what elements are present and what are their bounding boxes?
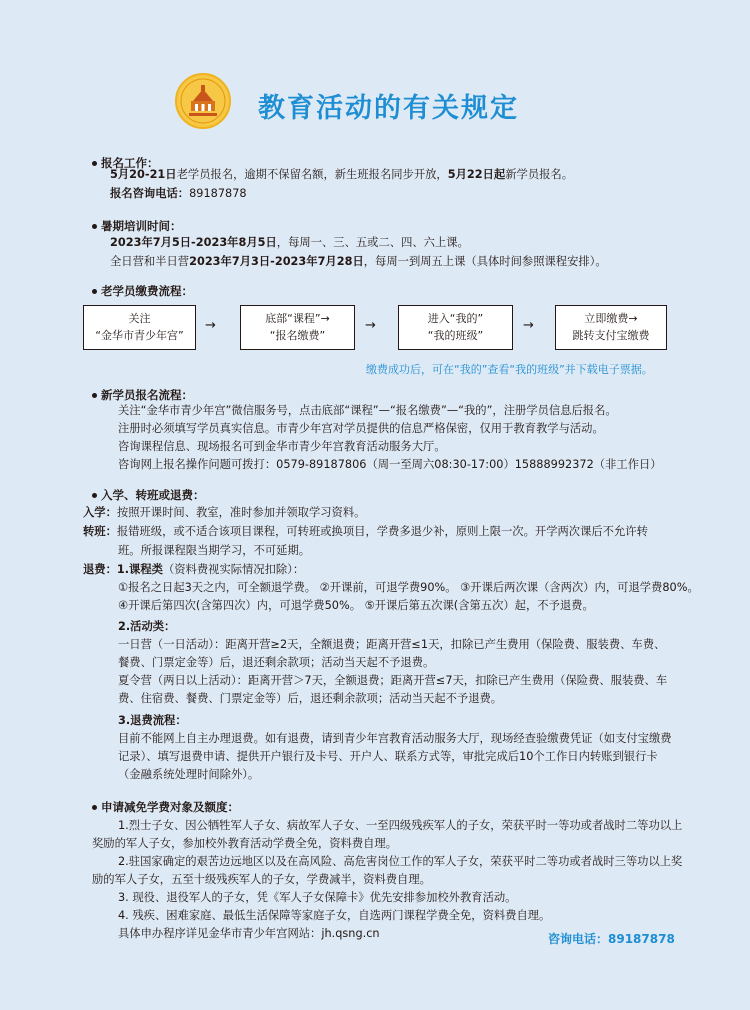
new-flow-line: 注册时必须填写学员真实信息。市青少年宫对学员提供的信息严格保密，仅用于教育教学与活动。 bbox=[118, 422, 604, 435]
contact-phone: 咨询电话：89187878 bbox=[548, 932, 675, 946]
exempt-heading: 申请减免学费对象及额度： bbox=[92, 799, 239, 815]
refund-activity-line: 费、住宿费、餐费、门票定金等）后，退还剩余款项；活动当天起不予退费。 bbox=[118, 692, 503, 705]
bullet-icon bbox=[92, 493, 97, 498]
transfer-rule: 转班：报错班级，或不适合该项目课程，可转班或换项目，学费多退少补，原则上限一次。开学两次课后不允许转 bbox=[83, 525, 648, 538]
enroll-heading: 入学、转班或退费： bbox=[92, 487, 205, 503]
entry-rule: 入学：按照开课时间、教室，准时参加并领取学习资料。 bbox=[83, 506, 366, 519]
summer-heading: 暑期培训时间： bbox=[92, 218, 182, 234]
exempt-line: 励的军人子女，五至十级残疾军人的子女，学费减半，资料费自理。 bbox=[92, 873, 431, 886]
summer-line-1: 2023年7月5日-2023年8月5日，每周一、三、五或二、四、六上课。 bbox=[110, 236, 469, 249]
website-line: 具体申办程序详见金华市青少年宫网站：jh.qsng.cn bbox=[118, 927, 380, 940]
refund-course-line: ①报名之日起3天之内，可全额退学费。 ②开课前，可退学费90%。 ③开课后两次课（含两次）内，可退学费80%。 bbox=[118, 581, 699, 594]
new-flow-line: 咨询课程信息、现场报名可到金华市青少年宫教育活动服务大厅。 bbox=[118, 440, 446, 453]
new-flow-line: 关注“金华市青少年宫”微信服务号，点击底部“课程”—“报名缴费”—“我的”，注册学员信息后报名。 bbox=[118, 404, 617, 417]
bullet-icon bbox=[92, 289, 97, 294]
payment-note: 缴费成功后，可在“我的”查看“我的班级”并下载电子票据。 bbox=[366, 363, 653, 376]
exempt-line: 4. 残疾、困难家庭、最低生活保障等家庭子女，自选两门课程学费全免，资料费自理。 bbox=[118, 909, 551, 922]
flow-arrow: → bbox=[205, 318, 216, 333]
flow-step-3: 进入“我的” “我的班级” bbox=[398, 305, 513, 350]
bullet-icon bbox=[92, 805, 97, 810]
flow-step-1: 关注 “金华市青少年宫” bbox=[83, 305, 196, 350]
summer-line-2: 全日营和半日营2023年7月3日-2023年7月28日，每周一到周五上课（具体时间参照课程安排）。 bbox=[110, 255, 607, 268]
registration-line-1: 5月20-21日老学员报名，逾期不保留名额，新生班报名同步开放，5月22日起新学员报名。 bbox=[110, 168, 574, 181]
page-title: 教育活动的有关规定 bbox=[258, 93, 519, 124]
bullet-icon bbox=[92, 393, 97, 398]
refund-activity-line: 夏令营（两日以上活动）：距离开营＞7天，全额退费；距离开营≤7天，扣除已产生费用（保险费、服装费、车 bbox=[118, 674, 668, 687]
exempt-line: 1.烈士子女、因公牺牲军人子女、病故军人子女、一至四级残疾军人的子女，荣获平时一等功或者战时二等功以上 bbox=[118, 819, 683, 832]
refund-process-line: （金融系统处理时间除外）。 bbox=[118, 768, 260, 781]
refund-activity-line: 餐费、门票定金等）后，退还剩余款项；活动当天起不予退费。 bbox=[118, 656, 435, 669]
flow-arrow: → bbox=[523, 318, 534, 333]
flow-step-4: 立即缴费→ 跳转支付宝缴费 bbox=[555, 305, 667, 350]
exempt-line: 2.驻国家确定的艰苦边远地区以及在高风险、高危害岗位工作的军人子女，荣获平时二等功或者战时三等功以上奖 bbox=[118, 855, 683, 868]
old-flow-heading: 老学员缴费流程： bbox=[92, 283, 193, 299]
flow-step-2: 底部“课程”→ “报名缴费” bbox=[240, 305, 355, 350]
registration-heading: 报名工作： bbox=[92, 155, 159, 171]
refund-process-line: 目前不能网上自主办理退费。如有退费，请到青少年宫教育活动服务大厅，现场经查验缴费凭证（如支付宝缴费 bbox=[118, 732, 672, 745]
flow-arrow: → bbox=[365, 318, 376, 333]
bullet-icon bbox=[92, 161, 97, 166]
bullet-icon bbox=[92, 224, 97, 229]
youth-palace-logo bbox=[175, 73, 231, 129]
refund-activity-heading: 2.活动类： bbox=[118, 620, 176, 633]
transfer-rule-cont: 班。所报课程限当期学习，不可延期。 bbox=[118, 544, 311, 557]
refund-course-heading: 退费：1.课程类（资料费视实际情况扣除）： bbox=[83, 563, 305, 576]
new-flow-heading: 新学员报名流程： bbox=[92, 387, 193, 403]
refund-process-line: 记录）、填写退费申请、提供开户银行及卡号、开户人、联系方式等，审批完成后10个工作日内转账到银行卡 bbox=[118, 750, 658, 763]
exempt-line: 3. 现役、退役军人的子女，凭《军人子女保障卡》优先安排参加校外教育活动。 bbox=[118, 891, 517, 904]
exempt-line: 奖励的军人子女，参加校外教育活动学费全免，资料费自理。 bbox=[92, 837, 398, 850]
refund-activity-line: 一日营（一日活动）：距离开营≥2天，全额退费；距离开营≤1天，扣除已产生费用（保险费、服装费、车费、 bbox=[118, 638, 666, 651]
registration-line-2: 报名咨询电话：89187878 bbox=[110, 187, 247, 200]
new-flow-line: 咨询网上报名操作问题可拨打：0579-89187806（周一至周六08:30-17:00）15888992372（非工作日） bbox=[118, 458, 662, 471]
refund-course-line: ④开课后第四次(含第四次）内，可退学费50%。 ⑤开课后第五次课(含第五次）起，不予退费。 bbox=[118, 599, 594, 612]
refund-process-heading: 3.退费流程： bbox=[118, 714, 187, 727]
